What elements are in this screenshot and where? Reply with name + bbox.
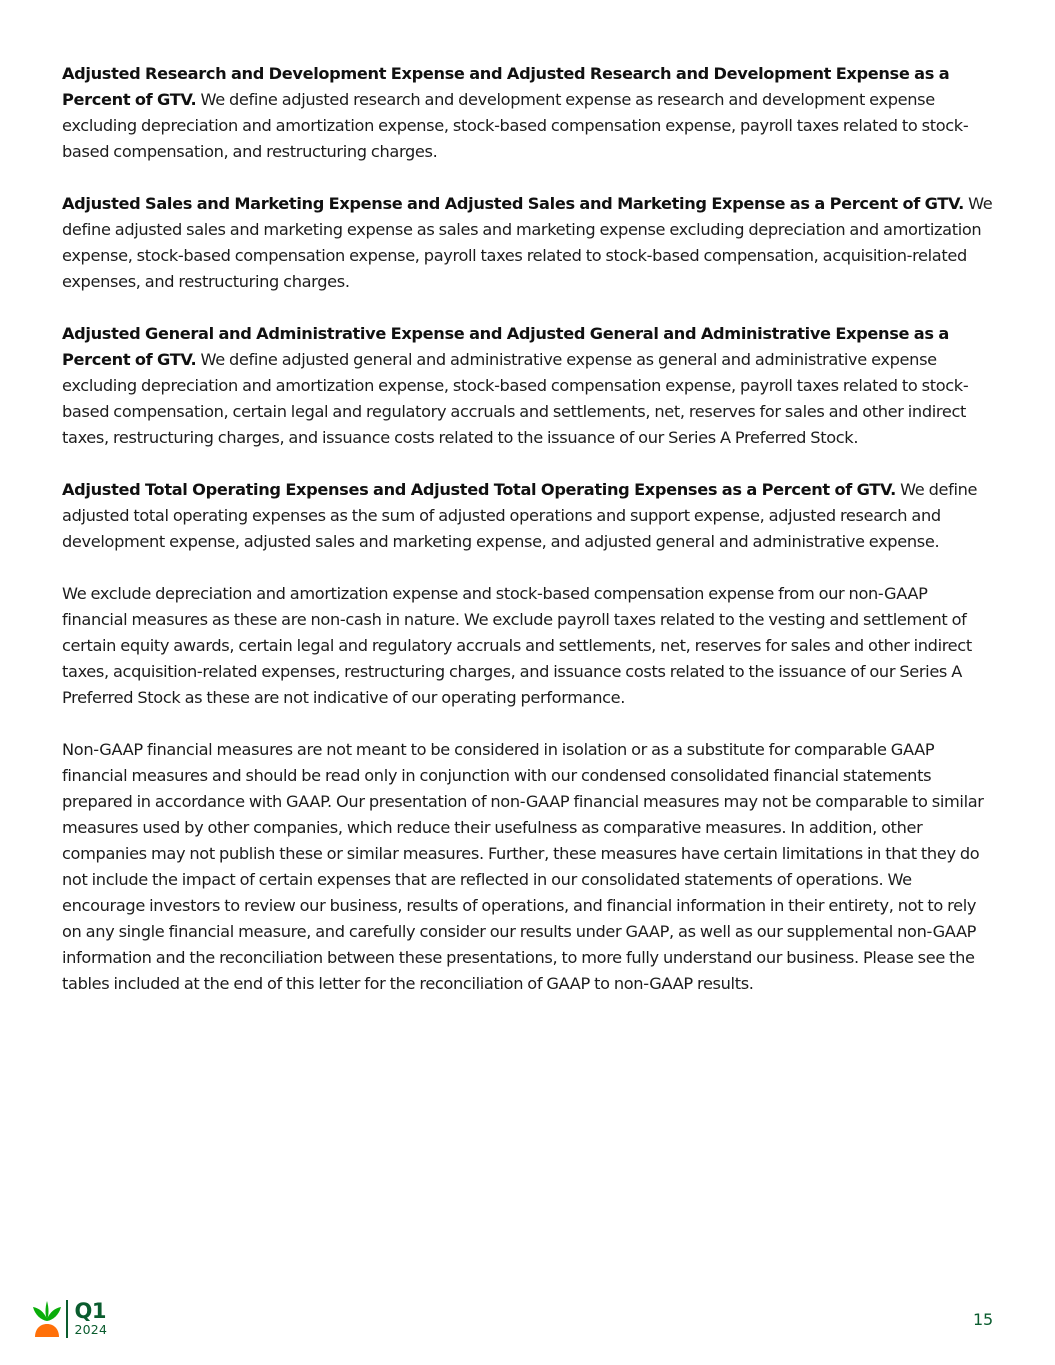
paragraph-heading: Adjusted Sales and Marketing Expense and Adjusted Sales and Marketing Expense as a Percent of GTV. — [62, 194, 964, 213]
paragraph-heading: Adjusted Total Operating Expenses and Adjusted Total Operating Expenses as a Percent of GTV. — [62, 480, 896, 499]
paragraph-exclusions — [62, 581, 994, 711]
paragraph-adjusted-rd — [62, 61, 994, 165]
paragraph-adjusted-ga — [62, 321, 994, 451]
year: 2024 — [74, 1322, 108, 1337]
quarter: Q1 — [74, 1299, 106, 1323]
footer-logo — [32, 1299, 107, 1339]
page-number: 15 — [973, 1310, 993, 1329]
logo-divider — [66, 1300, 68, 1338]
paragraph-heading: Adjusted Research and Development Expense and Adjusted Research and Development Expense as a Percent of GTV. — [62, 64, 950, 109]
carrot-logo-icon — [32, 1299, 62, 1339]
paragraph-text: We exclude depreciation and amortization expense and stock-based compensation expense from our non-GAAP financial measures as these are non-cash in nature. We exclude payroll taxes related to the vesting and settlement of certain equity awards, certain legal and regulatory accruals and settlements, net, reserves for sales and other indirect taxes, acquisition-related expenses, restructuring charges, and issuance costs related to the issuance of our Series A Preferred Stock as these are not indicative of our operating performance. — [62, 584, 972, 707]
document-body — [62, 61, 994, 1023]
paragraph-text: We define adjusted general and administrative expense as general and administrative expense excluding depreciation and amortization expense, stock-based compensation expense, payroll taxes related to stock-based compensation, certain legal and regulatory accruals and settlements, net, reserves for sales and other indirect taxes, restructuring charges, and issuance costs related to the issuance of our Series A Preferred Stock. — [62, 350, 969, 447]
paragraph-adjusted-sm — [62, 191, 994, 295]
paragraph-non-gaap-limitations — [62, 737, 994, 997]
paragraph-adjusted-total-opex — [62, 477, 994, 555]
quarter-label — [75, 1299, 108, 1337]
paragraph-heading: Adjusted General and Administrative Expense and Adjusted General and Administrative Expense as a Percent of GTV. — [62, 324, 949, 369]
paragraph-text: We define adjusted total operating expenses as the sum of adjusted operations and support expense, adjusted research and development expense, adjusted sales and marketing expense, and adjusted general and administrative expense. — [62, 480, 978, 551]
paragraph-text: We define adjusted sales and marketing expense as sales and marketing expense excluding depreciation and amortization expense, stock-based compensation expense, payroll taxes related to stock-based compensation, acquisition-related expenses, and restructuring charges. — [62, 194, 993, 291]
paragraph-text: Non-GAAP financial measures are not meant to be considered in isolation or as a substitute for comparable GAAP financial measures and should be read only in conjunction with our condensed consolidated financial statements prepared in accordance with GAAP. Our presentation of non-GAAP financial measures may not be comparable to similar measures used by other companies, which reduce their usefulness as comparative measures. In addition, other companies may not publish these or similar measures. Further, these measures have certain limitations in that they do not include the impact of certain expenses that are reflected in our consolidated statements of operations. We encourage investors to review our business, results of operations, and financial information in their entirety, not to rely on any single financial measure, and carefully consider our results under GAAP, as well as our supplemental non-GAAP information and the reconciliation between these presentations, to more fully understand our business. Please see the tables included at the end of this letter for the reconciliation of GAAP to non-GAAP results. — [62, 740, 984, 993]
paragraph-text: We define adjusted research and development expense as research and development expense excluding depreciation and amortization expense, stock-based compensation expense, payroll taxes related to stock-based compensation, and restructuring charges. — [62, 90, 969, 161]
